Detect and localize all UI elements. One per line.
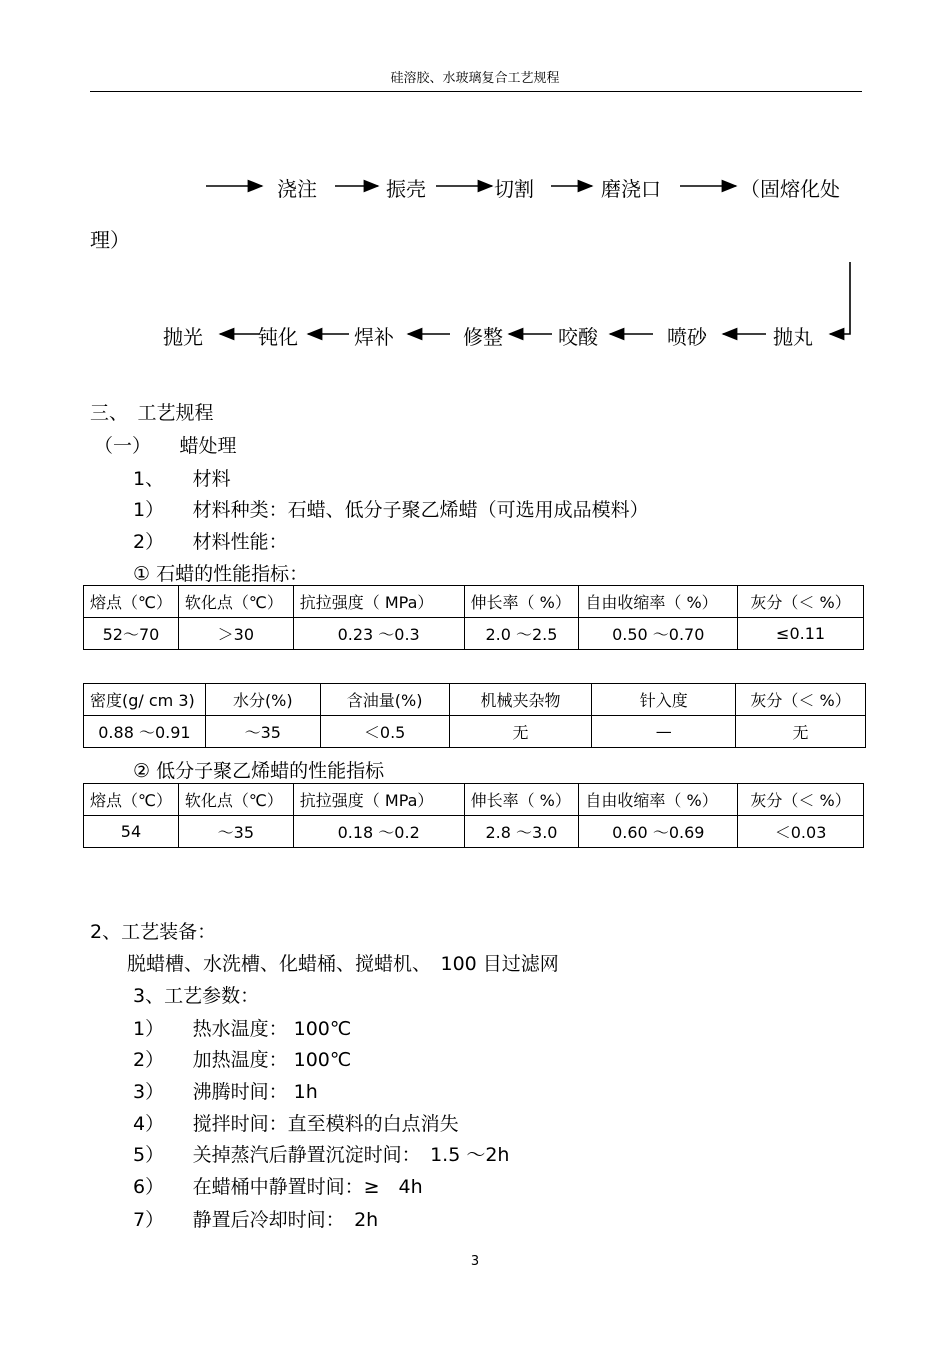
flow-step-polishing: 抛光 [163,325,203,349]
item-material-types: 1） 材料种类：石蜡、低分子聚乙烯蜡（可选用成品模料） [133,499,649,521]
table-cell: 无 [736,716,866,748]
table-header-row [84,586,864,618]
flow-step-weld-repair: 焊补 [354,325,394,349]
table-header-cell: 自由收缩率（ %） [579,784,738,816]
table-cell: 0.60 ～0.69 [579,816,738,848]
flow-step-shot-blasting: 抛丸 [773,325,813,349]
flow-step-pickling: 咬酸 [558,325,598,349]
paraffin-spec-title: ① 石蜡的性能指标： [133,563,309,585]
table-cell: 2.0 ～2.5 [464,618,579,650]
params-title: 3、工艺参数： [133,985,260,1007]
table-cell: 2.8 ～3.0 [464,816,579,848]
table-header-cell: 灰分（＜ %） [738,784,864,816]
table-cell: ＜0.5 [320,716,449,748]
param-item: 3） 沸腾时间： 1h [133,1081,318,1103]
flow-step-pouring: 浇注 [277,177,317,201]
page-header-title: 硅溶胶、水玻璃复合工艺规程 [390,71,560,86]
flow-step-passivation: 钝化 [258,325,298,349]
table-header-cell: 伸长率（ %） [464,784,579,816]
table-cell: 52～70 [84,618,179,650]
table-header-cell: 熔点（℃） [84,784,179,816]
table-cell: — [592,716,736,748]
flow-connector-down [830,262,850,334]
table-header-cell: 灰分（＜ %） [738,586,864,618]
table-cell: ～35 [205,716,320,748]
table-cell: ＜0.03 [738,816,864,848]
table-row [84,716,866,748]
table-cell: 0.88 ～0.91 [84,716,206,748]
paraffin-spec-table-2 [83,683,866,748]
table-header-cell: 自由收缩率（ %） [579,586,738,618]
flow-step-grinding-gate: 磨浇口 [601,177,661,201]
table-cell: ～35 [178,816,293,848]
table-header-cell: 软化点（℃） [178,586,293,618]
subsection-wax-treatment: （一） 蜡处理 [94,435,237,457]
table-header-cell: 灰分（＜ %） [736,684,866,716]
flow-step-wrap: 理） [90,228,130,252]
flow-step-solution-treatment: （固熔化处 [740,177,840,201]
table-cell: 0.18 ～0.2 [293,816,464,848]
param-item: 5） 关掉蒸汽后静置沉淀时间： 1.5 ～2h [133,1144,510,1166]
table-header-cell: 水分(%) [205,684,320,716]
table-cell: 54 [84,816,179,848]
table-header-cell: 抗拉强度（ MPa） [293,586,464,618]
paraffin-spec-table [83,585,864,650]
table-header-cell: 机械夹杂物 [449,684,592,716]
table-cell: 0.23 ～0.3 [293,618,464,650]
equipment-list: 脱蜡槽、水洗槽、化蜡桶、搅蜡机、 100 目过滤网 [127,953,559,975]
pe-wax-spec-table [83,783,864,848]
table-header-row [84,684,866,716]
equipment-title: 2、工艺装备： [90,921,217,943]
flow-step-cutting: 切割 [494,177,534,201]
section-heading: 三、 工艺规程 [90,402,214,424]
table-header-row [84,784,864,816]
table-cell: 无 [449,716,592,748]
flow-step-shaking: 振壳 [386,177,426,201]
table-header-cell: 伸长率（ %） [464,586,579,618]
param-item: 1） 热水温度： 100℃ [133,1018,352,1040]
param-item: 2） 加热温度： 100℃ [133,1049,352,1071]
table-header-cell: 熔点（℃） [84,586,179,618]
table-row [84,618,864,650]
table-header-cell: 含油量(%) [320,684,449,716]
table-header-cell: 软化点（℃） [178,784,293,816]
flow-step-sandblasting: 喷砂 [667,325,707,349]
table-header-cell: 针入度 [592,684,736,716]
param-item: 7） 静置后冷却时间： 2h [133,1209,379,1231]
flow-step-trimming: 修整 [463,325,503,349]
item-materials: 1、 材料 [133,468,231,490]
pe-wax-spec-title: ② 低分子聚乙烯蜡的性能指标 [133,760,385,782]
table-cell: ≤0.11 [738,618,864,650]
param-item: 4） 搅拌时间：直至模料的白点消失 [133,1113,459,1135]
page-number: 3 [470,1254,480,1269]
table-cell: 0.50 ～0.70 [579,618,738,650]
table-header-cell: 抗拉强度（ MPa） [293,784,464,816]
param-item: 6） 在蜡桶中静置时间：≥ 4h [133,1176,423,1198]
table-row [84,816,864,848]
table-header-cell: 密度(g/ cm 3) [84,684,206,716]
item-material-properties: 2） 材料性能： [133,531,288,553]
table-cell: ＞30 [178,618,293,650]
